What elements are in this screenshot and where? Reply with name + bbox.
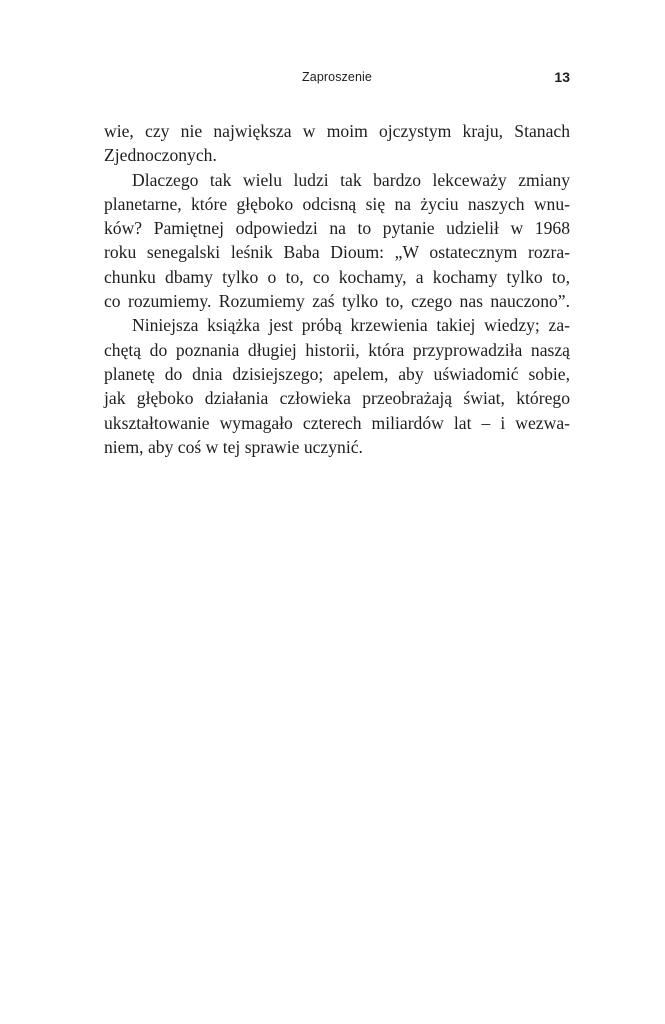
text-line: chunku dbamy tylko o to, co kochamy, a kochamy tylko to, [104, 266, 570, 287]
text-line: Zjednoczonych. [104, 145, 217, 166]
text-line: Niniejsza książka jest próbą krzewienia takiej wiedzy; za- [132, 315, 570, 336]
paragraph-1 [104, 119, 570, 168]
text-line: roku senegalski leśnik Baba Dioum: „W ostatecznym rozra- [104, 242, 570, 263]
text-line: chętą do poznania długiej historii, która przyprowadziła naszą [104, 339, 570, 360]
text-line: ukształtowanie wymagało czterech miliardów lat – i wezwa- [104, 412, 570, 433]
text-line: jak głęboko działania człowieka przeobrażają świat, którego [104, 388, 570, 409]
running-title: Zaproszenie [302, 70, 372, 84]
text-line: planetarne, które głęboko odcisną się na życiu naszych wnu- [104, 193, 570, 214]
text-line: niem, aby coś w tej sprawie uczynić. [104, 436, 363, 457]
body-text [104, 119, 570, 459]
text-line: planetę do dnia dzisiejszego; apelem, aby uświadomić sobie, [104, 363, 570, 384]
text-line: Dlaczego tak wielu ludzi tak bardzo lekceważy zmiany [132, 169, 570, 190]
running-head [104, 70, 570, 90]
paragraph-3 [104, 313, 570, 459]
text-line: ków? Pamiętnej odpowiedzi na to pytanie udzielił w 1968 [104, 218, 570, 239]
text-line: co rozumiemy. Rozumiemy zaś tylko to, czego nas nauczono”. [104, 291, 570, 312]
paragraph-2 [104, 168, 570, 314]
text-line: wie, czy nie największa w moim ojczystym kraju, Stanach [104, 121, 570, 141]
page-number: 13 [554, 69, 570, 85]
